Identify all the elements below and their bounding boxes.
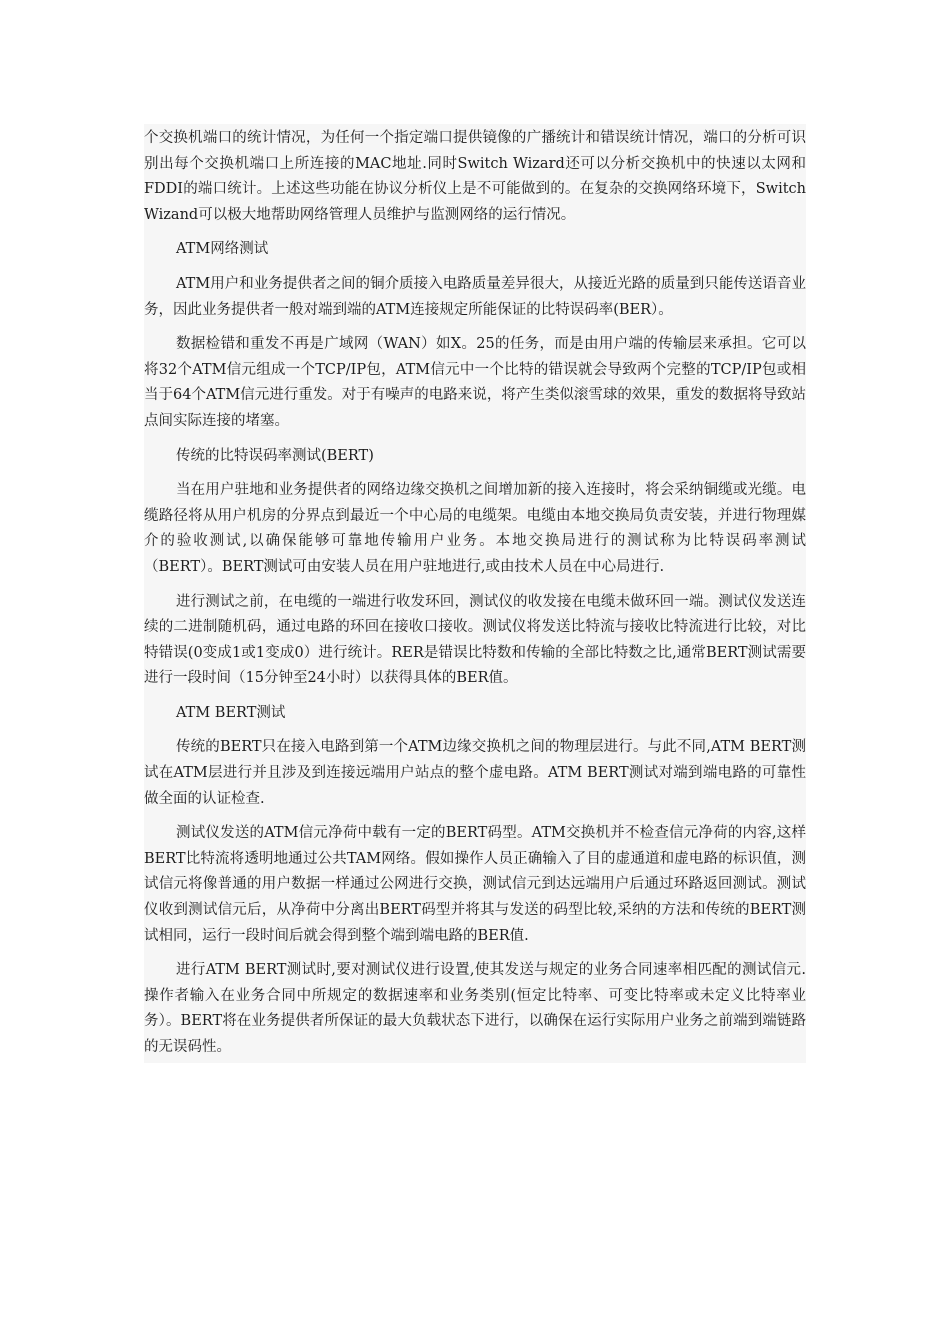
section-heading-atm-bert: ATM BERT测试 [176,704,286,721]
paragraph-atm-bert-overview: 传统的BERT只在接入电路到第一个ATM边缘交换机之间的物理层进行。与此不同,ATM BERT测试在ATM层进行并且涉及到连接远端用户站点的整个虚电路。ATM BERT测试对端到端电路的可靠性做全面的认证检查. [144,739,806,807]
paragraph-switch-wizard-summary: 个交换机端口的统计情况，为任何一个指定端口提供镜像的广播统计和错误统计情况，端口的分析可识别出每个交换机端口上所连接的MAC地址.同时Switch Wizard还可以分析交换机中的快速以太网和FDDI的端口统计。上述这些功能在协议分析仪上是不可能做到的。在复杂的交换网络环境下，Switch Wizand可以极大地帮助网络管理人员维护与监测网络的运行情况。 [144,130,806,223]
paragraph-atm-bert-setup: 进行ATM BERT测试时,要对测试仪进行设置,使其发送与规定的业务合同速率相匹配的测试信元.操作者输入在业务合同中所规定的数据速率和业务类别(恒定比特率、可变比特率或未定义比特率业务）。BERT将在业务提供者所保证的最大负载状态下进行，以确保在运行实际用户业务之前端到端链路的无误码性。 [144,962,806,1055]
paragraph-atm-copper-access: ATM用户和业务提供者之间的铜介质接入电路质量差异很大，从接近光路的质量到只能传送语音业务，因此业务提供者一般对端到端的ATM连接规定所能保证的比特误码率(BER）。 [144,275,806,318]
paragraph-bert-installation: 当在用户驻地和业务提供者的网络边缘交换机之间增加新的接入连接时，将会采纳铜缆或光缆。电缆路径将从用户机房的分界点到最近一个中心局的电缆架。电缆由本地交换局负责安装，并进行物理媒介的验收测试,以确保能够可靠地传输用户业务。本地交换局进行的测试称为比特误码率测试（BERT）。BERT测试可由安装人员在用户驻地进行,或由技术人员在中心局进行. [144,482,806,575]
paragraph-atm-bert-payload: 测试仪发送的ATM信元净荷中载有一定的BERT码型。ATM交换机并不检查信元净荷的内容,这样BERT比特流将透明地通过公共TAM网络。假如操作人员正确输入了目的虚通道和虚电路的标识值，测试信元将像普通的用户数据一样通过公网进行交换，测试信元到达远端用户后通过环路返回测试。测试仪收到测试信元后，从净荷中分离出BERT码型并将其与发送的码型比较,采纳的方法和传统的BERT测试相同，运行一段时间后就会得到整个端到端电路的BER值. [144,825,806,944]
document-body [144,124,806,1063]
paragraph-error-detection-retransmission: 数据检错和重发不再是广域网（WAN）如X。25的任务，而是由用户端的传输层来承担。它可以将32个ATM信元组成一个TCP/IP包，ATM信元中一个比特的错误就会导致两个完整的TCP/IP包或相当于64个ATM信元进行重发。对于有噪声的电路来说，将产生类似滚雪球的效果，重发的数据将导致站点间实际连接的堵塞。 [144,336,806,429]
paragraph-bert-loopback-procedure: 进行测试之前，在电缆的一端进行收发环回，测试仪的收发接在电缆未做环回一端。测试仪发送连续的二进制随机码，通过电路的环回在接收口接收。测试仪将发送比特流与接收比特流进行比较，对比特错误(0变成1或1变成0）进行统计。RER是错误比特数和传输的全部比特数之比,通常BERT测试需要进行一段时间（15分钟至24小时）以获得具体的BER值。 [144,593,806,687]
section-heading-atm-network-test: ATM网络测试 [176,241,269,258]
section-heading-traditional-bert: 传统的比特误码率测试(BERT) [176,447,374,464]
